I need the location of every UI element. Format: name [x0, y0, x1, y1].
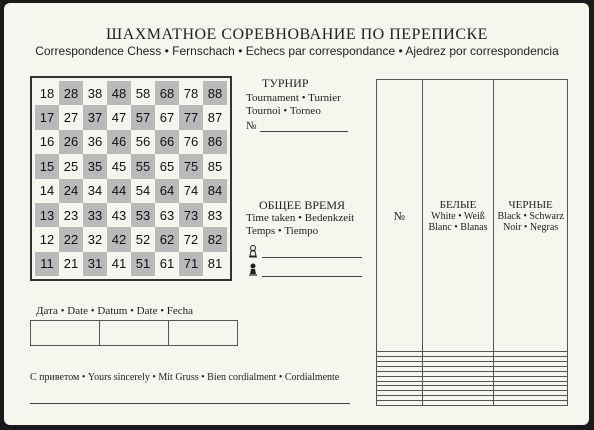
- board-square: 84: [203, 179, 227, 203]
- board-square: 67: [159, 110, 175, 126]
- board-square: 78: [183, 85, 199, 101]
- date-field-1[interactable]: [31, 321, 100, 346]
- card-subtitle: Correspondence Chess • Fernschach • Echecs par correspondance • Ajedrez por correspondencia: [35, 44, 559, 58]
- board-square: 74: [183, 183, 199, 199]
- board-square: 22: [59, 227, 83, 251]
- board-square: 44: [107, 179, 131, 203]
- board-square: 75: [179, 154, 203, 178]
- board-square: 53: [131, 203, 155, 227]
- board-square: 18: [39, 85, 55, 101]
- moves-header-white: [422, 80, 494, 352]
- board-square: 76: [183, 134, 199, 150]
- board-square: 55: [131, 154, 155, 178]
- tournament-line1: Tournament • Turnier: [246, 92, 341, 104]
- board-square: 57: [131, 105, 155, 129]
- date-field-3[interactable]: [169, 321, 238, 346]
- board-square: 51: [131, 252, 155, 276]
- board-square: 43: [111, 207, 127, 223]
- black-header-line2: Noir • Negras: [503, 221, 559, 233]
- board-grid: [35, 81, 227, 276]
- board-square: 56: [135, 134, 151, 150]
- board-square: 33: [83, 203, 107, 227]
- board-square: 21: [63, 256, 79, 272]
- time-title: ОБЩЕЕ ВРЕМЯ: [259, 198, 346, 212]
- black-move-cell[interactable]: [494, 401, 568, 406]
- board-square: 46: [107, 130, 131, 154]
- board-square: 25: [63, 158, 79, 174]
- black-header-ru: ЧЕРНЫЕ: [508, 198, 553, 211]
- white-header-line2: Blanc • Blanas: [428, 221, 488, 233]
- tournament-line2: Tournoi • Torneo: [246, 105, 321, 117]
- board-square: 31: [83, 252, 107, 276]
- board-square: 54: [135, 183, 151, 199]
- board-square: 34: [87, 183, 103, 199]
- moves-header-number: [377, 80, 423, 352]
- date-fields: [30, 320, 238, 346]
- board-square: 52: [135, 231, 151, 247]
- board-square: 12: [39, 231, 55, 247]
- signature-line[interactable]: [30, 403, 350, 404]
- move-row: [377, 401, 568, 406]
- board-square: 41: [111, 256, 127, 272]
- board-square: 16: [39, 134, 55, 150]
- board-square: 24: [59, 179, 83, 203]
- tournament-number-field[interactable]: [260, 131, 348, 132]
- board-square: 66: [155, 130, 179, 154]
- chess-board: [30, 76, 232, 281]
- moves-table: [376, 79, 568, 406]
- board-square: 47: [111, 110, 127, 126]
- board-square: 17: [35, 105, 59, 129]
- board-square: 45: [111, 158, 127, 174]
- closing-label: С приветом • Yours sincerely • Mit Gruss • Bien cordialment • Cordialmente: [30, 372, 340, 383]
- board-square: 65: [159, 158, 175, 174]
- board-square: 62: [155, 227, 179, 251]
- board-square: 72: [183, 231, 199, 247]
- board-square: 64: [155, 179, 179, 203]
- date-label: Дата • Date • Datum • Date • Fecha: [36, 305, 194, 317]
- board-square: 63: [159, 207, 175, 223]
- board-square: 37: [83, 105, 107, 129]
- black-time-field[interactable]: [262, 276, 362, 277]
- white-time-field[interactable]: [262, 257, 362, 258]
- white-header-line1: White • Weiß: [431, 210, 485, 222]
- board-square: 85: [207, 158, 223, 174]
- board-square: 58: [135, 85, 151, 101]
- board-square: 38: [87, 85, 103, 101]
- board-square: 81: [207, 256, 223, 272]
- board-square: 23: [63, 207, 79, 223]
- board-square: 15: [35, 154, 59, 178]
- board-square: 42: [107, 227, 131, 251]
- board-square: 11: [35, 252, 59, 276]
- black-pawn-icon: [246, 262, 260, 276]
- white-header-ru: БЕЛЫЕ: [439, 198, 477, 211]
- board-square: 77: [179, 105, 203, 129]
- board-square: 82: [203, 227, 227, 251]
- tournament-number-label: №: [246, 120, 257, 132]
- card-title: ШАХМАТНОЕ СОРЕВНОВАНИЕ ПО ПЕРЕПИСКЕ: [106, 26, 488, 43]
- moves-body: [377, 352, 568, 406]
- white-move-cell[interactable]: [422, 401, 494, 406]
- board-square: 26: [59, 130, 83, 154]
- time-line1: Time taken • Bedenkzeit: [246, 212, 355, 224]
- board-square: 88: [203, 81, 227, 105]
- board-square: 61: [159, 256, 175, 272]
- move-number-cell[interactable]: [377, 401, 423, 406]
- moves-header-black: [494, 80, 568, 352]
- board-square: 73: [179, 203, 203, 227]
- board-square: 35: [83, 154, 107, 178]
- board-square: 27: [63, 110, 79, 126]
- board-square: 28: [59, 81, 83, 105]
- board-square: 83: [207, 207, 223, 223]
- white-pawn-icon: [246, 244, 260, 258]
- time-line2: Temps • Tiempo: [246, 225, 319, 237]
- black-header-line1: Black • Schwarz: [497, 210, 564, 222]
- date-field-2[interactable]: [100, 321, 169, 346]
- board-square: 68: [155, 81, 179, 105]
- number-header-label: №: [393, 208, 406, 223]
- board-square: 86: [203, 130, 227, 154]
- board-square: 36: [87, 134, 103, 150]
- board-square: 14: [39, 183, 55, 199]
- board-square: 32: [87, 231, 103, 247]
- tournament-title: ТУРНИР: [262, 76, 309, 90]
- board-square: 87: [207, 110, 223, 126]
- board-square: 13: [35, 203, 59, 227]
- board-square: 71: [179, 252, 203, 276]
- board-square: 48: [107, 81, 131, 105]
